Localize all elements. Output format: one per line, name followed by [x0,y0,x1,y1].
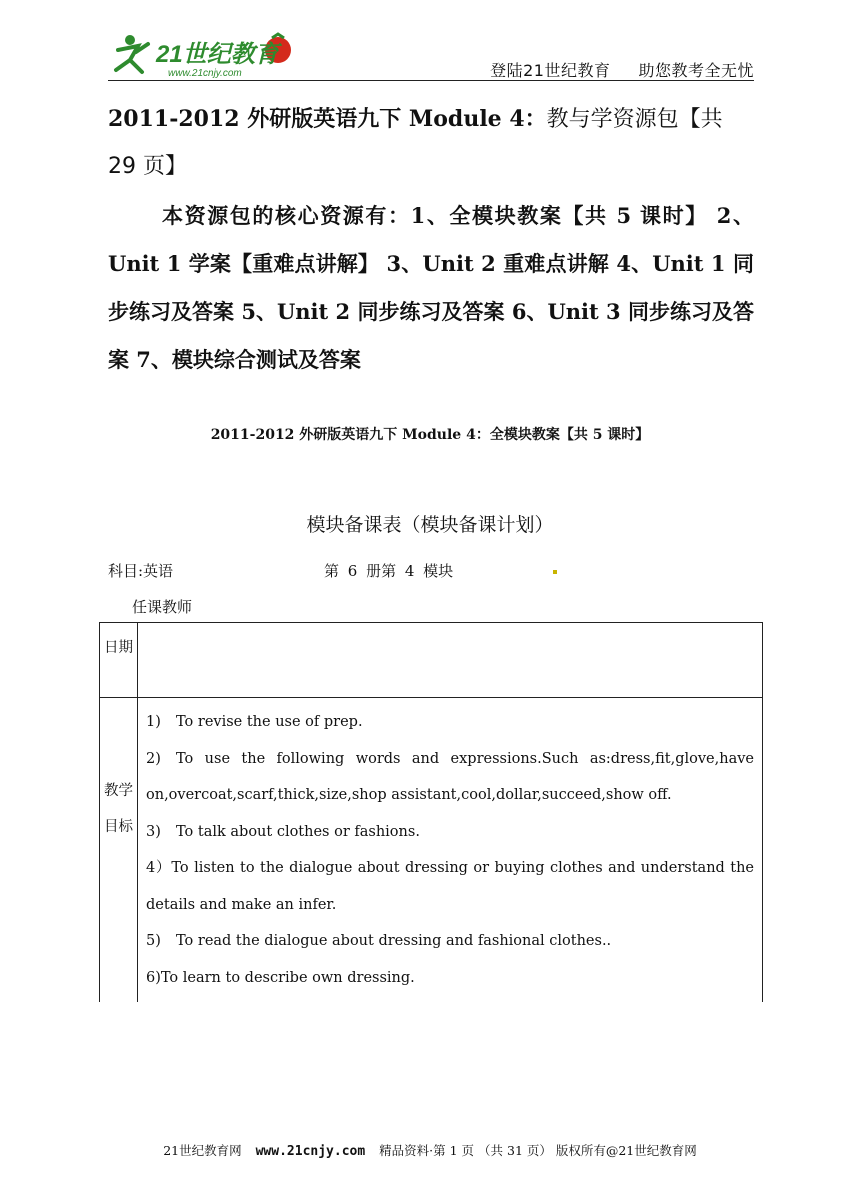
goal-text: To read the dialogue about dressing and fashional clothes.. [176,933,612,949]
document-title [108,96,754,190]
date-row [100,623,763,698]
title-rest: 教与学资源包【共 29 页】 [108,107,723,179]
title-bold: 2011-2012 外研版英语九下 Module 4： [108,106,547,132]
subject-label: 科目:英语 [108,562,174,580]
goals-cell [138,698,763,1003]
site-logo [108,30,308,80]
goals-label: 教学目标 [104,783,133,835]
lesson-plan-table [99,622,763,1002]
goal-number: 3) [146,823,161,840]
goal-item [146,814,754,851]
slogan-login: 登陆21世纪教育 [490,61,611,80]
header-rule [108,80,754,81]
goal-item [146,741,754,778]
goal-item-continuation: on,overcoat,scarf,thick,size,shop assistant,cool,dollar,succeed,show off. [146,787,672,803]
goal-number: 5) [146,933,161,949]
intro-paragraph: 本资源包的核心资源有：1、全模块教案【共 5 课时】 2、Unit 1 学案【重难点讲解】 3、Unit 2 重难点讲解 4、Unit 1 同步练习及答案 5、Unit 2 同步练习及答案 6、Unit 3 同步练习及答案 7、模块综合测试及答案 [108,203,754,372]
goal-item: 4）To listen to the dialogue about dressing or buying clothes and understand the details and make an infer. [146,860,754,913]
table-title: 模块备课表（模块备课计划） [306,514,554,536]
footer-site: 21世纪教育网 [163,1143,242,1158]
date-label: 日期 [104,640,133,656]
page-footer [0,1141,860,1159]
date-value-cell [138,623,763,698]
footer-url-link[interactable]: www.21cnjy.com [255,1144,366,1159]
goals-label-cell [100,698,138,1003]
section-subtitle: 2011-2012 外研版英语九下 Module 4：全模块教案【共 5 课时】 [210,427,650,443]
goal-text: To use the following words and expressions.Such as:dress,fit,glove,have [176,750,754,767]
date-label-cell [100,623,138,698]
goals-row [100,698,763,1003]
goal-item [146,923,754,960]
goal-item: 6)To learn to describe own dressing. [146,969,415,986]
header-slogan [490,58,754,81]
footer-page-info: 精品资料·第 1 页 （共 31 页） 版权所有@21世纪教育网 [379,1143,697,1158]
goal-number: 1) [146,714,161,730]
teacher-label: 任课教师 [132,598,193,616]
marker-dot [553,570,557,574]
logo-url: www.21cnjy.com [168,68,242,79]
slogan-help: 助您教考全无忧 [638,61,754,80]
goal-text: To talk about clothes or fashions. [176,823,420,840]
goal-text: To revise the use of prep. [176,714,363,730]
goal-item [146,704,754,741]
book-module-label: 第 6 册第 4 模块 [324,562,454,580]
goal-number: 2) [146,750,161,767]
page-header [108,28,754,82]
logo-wordmark: 21世纪教育 [156,41,279,68]
